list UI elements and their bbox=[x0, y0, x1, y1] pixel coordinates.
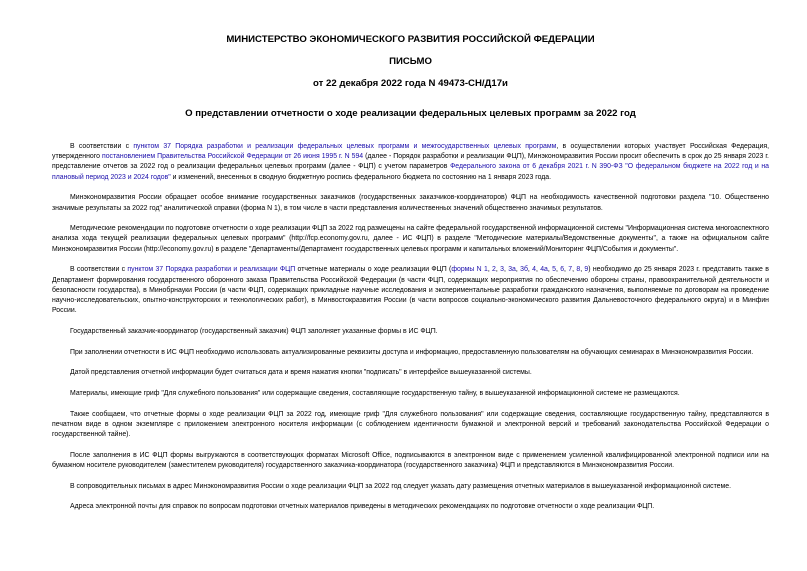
paragraph-3: Методические рекомендации по подготовке отчетности о ходе реализации ФЦП за 2022 год размещены на сайте федеральной государственной информационной системы "Информационная система многоаспектного анализа хода текущей реализации федеральных целевых программ" (http://fcp.economy.gov.ru, далее - ИС ФЦП) в разделе "Методические материалы/Ведомственные документы", а также на официальном сайте Минэкономразвития России (http://economy.gov.ru) в разделе "Департаменты/Департамент государственных целевых программ и капитальных вложений/Мониторинг ФЦП/События и документы". bbox=[52, 225, 769, 253]
paragraph-9: Также сообщаем, что отчетные формы о ходе реализации ФЦП за 2022 год, имеющие гриф "Для служебного пользования" или содержащие сведения, составляющие государственную тайну, представляются в печатном виде в одном экземпляре с приложением электронного носителя информации (с соблюдением идентичности бумажной и электронной версий и требований законодательства Российской Федерации о государственной тайне). bbox=[52, 410, 769, 439]
link-form-3б[interactable]: 3б bbox=[520, 266, 528, 274]
separator: , bbox=[515, 266, 521, 274]
text: ) необходимо до 25 января 2023 г. представить также в Департамент формирования государственного оборонного заказа Правительства Российской Федерации (в части ФЦП, содержащих мероприятия по обеспечению обороны страны, правоохранительной деятельности и безопасности государства), в Минобрнауки России (в части ФЦП, содержащих прикладные научные исследования и экспериментальные разработки гражданского назначения, выполняемые по договорам на проведение научно-исследовательских, опытно-конструкторских и технологических работ), в Минвостокразвития России (в части вопросов социально-экономического развития Дальневосточного федерального округа) и в Минфин России. bbox=[52, 266, 769, 315]
paragraph-8: Материалы, имеющие гриф "Для служебного пользования" или содержащие сведения, составляющие государственную тайну, в вышеуказанной информационной системе не размещаются. bbox=[70, 389, 680, 397]
link-form-4а[interactable]: 4а bbox=[540, 266, 548, 274]
link-form-5[interactable]: 5 bbox=[552, 266, 556, 274]
paragraph-2: Минэкономразвития России обращает особое внимание государственных заказчиков (государственных заказчиков-координаторов) ФЦП на необходимость качественной подготовки раздела "10. Общественно значимые результаты за 2022 год" аналитической справки (форма N 1), в том числе в части представления количественных значений общественно значимых результатов. bbox=[52, 194, 769, 212]
text: В соответствии с bbox=[70, 143, 134, 150]
document-body bbox=[52, 142, 769, 513]
link-procedure-point-37[interactable]: пунктом 37 Порядка разработки и реализации федеральных целевых программ и межгосударственных целевых программ bbox=[133, 143, 557, 150]
link-form-7[interactable]: 7 bbox=[568, 266, 573, 274]
link-form-3а[interactable]: 3а bbox=[508, 266, 516, 274]
paragraph-10: После заполнения в ИС ФЦП формы выгружаются в соответствующих форматах Microsoft Office, подписываются в электронном виде с применением усиленной квалифицированной электронной подписи или на бумажном носителе руководителем (заместителем руководителя) государственного заказчика-координатора (государственного заказчика) ФЦП и представляются в Минэкономразвития России. bbox=[52, 451, 769, 469]
text: отчетные материалы о ходе реализации ФЦП ( bbox=[295, 266, 452, 274]
link-form-9[interactable]: 9 bbox=[584, 266, 589, 274]
link-government-resolution-594[interactable]: постановлением Правительства Российской Федерации от 26 июня 1995 г. N 594 bbox=[101, 153, 364, 161]
document-date-number: от 22 декабря 2022 года N 49473-СН/Д17и bbox=[313, 78, 508, 89]
separator: , bbox=[535, 266, 541, 274]
link-federal-law-390[interactable]: Федерального закона от 6 декабря 2021 г. N 390-ФЗ "О федеральном бюджете на 2022 год и на плановый период 2023 и 2024 годов" bbox=[52, 163, 769, 181]
separator: , bbox=[527, 266, 533, 274]
paragraph-1 bbox=[52, 142, 769, 183]
text: , в осуществлении которых участвует Российская Федерация, утвержденного bbox=[52, 143, 769, 161]
separator: , bbox=[580, 266, 585, 274]
link-form-6[interactable]: 6 bbox=[560, 266, 565, 274]
document-type: ПИСЬМО bbox=[389, 56, 432, 67]
link-form-1[interactable]: формы N 1 bbox=[451, 266, 488, 274]
paragraph-5: Государственный заказчик-координатор (государственный заказчик) ФЦП заполняет указанные формы в ИС ФЦП. bbox=[70, 327, 438, 335]
link-form-4[interactable]: 4 bbox=[532, 266, 536, 274]
separator: , bbox=[564, 266, 569, 274]
text: (далее - Порядок разработки и реализации ФЦП), Минэкономразвития России просит обеспечить в срок до 25 января 2023 г. представление отчетов за 2022 год о реализации федеральных целевых программ (далее - ФЦП) с учетом параметров bbox=[52, 153, 769, 171]
separator: , bbox=[495, 266, 501, 274]
paragraph-7: Датой представления отчетной информации будет считаться дата и время нажатия кнопки "подписать" в интерфейсе вышеуказанной системы. bbox=[70, 369, 532, 377]
link-form-8[interactable]: 8 bbox=[576, 266, 581, 274]
paragraph-6: При заполнении отчетности в ИС ФЦП необходимо использовать актуализированные реквизиты доступа и информацию, предоставленную пользователям на обучающих семинарах в Минэкономразвития России. bbox=[70, 348, 754, 356]
text: и изменений, внесенных в сводную бюджетную роспись федерального бюджета по состоянию на 1 января 2023 года. bbox=[170, 173, 552, 181]
form-links bbox=[488, 266, 588, 273]
separator: , bbox=[487, 266, 493, 274]
separator: , bbox=[547, 266, 553, 274]
separator: , bbox=[555, 266, 561, 274]
link-form-2[interactable]: 2 bbox=[492, 266, 496, 274]
link-form-3[interactable]: 3 bbox=[500, 266, 504, 274]
separator: , bbox=[503, 266, 509, 274]
paragraph-11: В сопроводительных письмах в адрес Минэкономразвития России о ходе реализации ФЦП за 2022 год следует указать дату размещения отчетных материалов в вышеуказанной информационной системе. bbox=[70, 482, 731, 490]
ministry-heading: МИНИСТЕРСТВО ЭКОНОМИЧЕСКОГО РАЗВИТИЯ РОССИЙСКОЙ ФЕДЕРАЦИИ bbox=[226, 34, 595, 45]
text: В соответствии с bbox=[70, 266, 128, 274]
link-procedure-point-37-fcp[interactable]: пунктом 37 Порядка разработки и реализации ФЦП bbox=[127, 266, 296, 274]
paragraph-12: Адреса электронной почты для справок по вопросам подготовки отчетных материалов приведены в методических рекомендациях по подготовке отчетности о ходе реализации ФЦП. bbox=[70, 503, 655, 511]
paragraph-4 bbox=[52, 265, 769, 316]
document-subject: О представлении отчетности о ходе реализации федеральных целевых программ за 2022 год bbox=[185, 108, 636, 119]
separator: , bbox=[572, 266, 577, 274]
